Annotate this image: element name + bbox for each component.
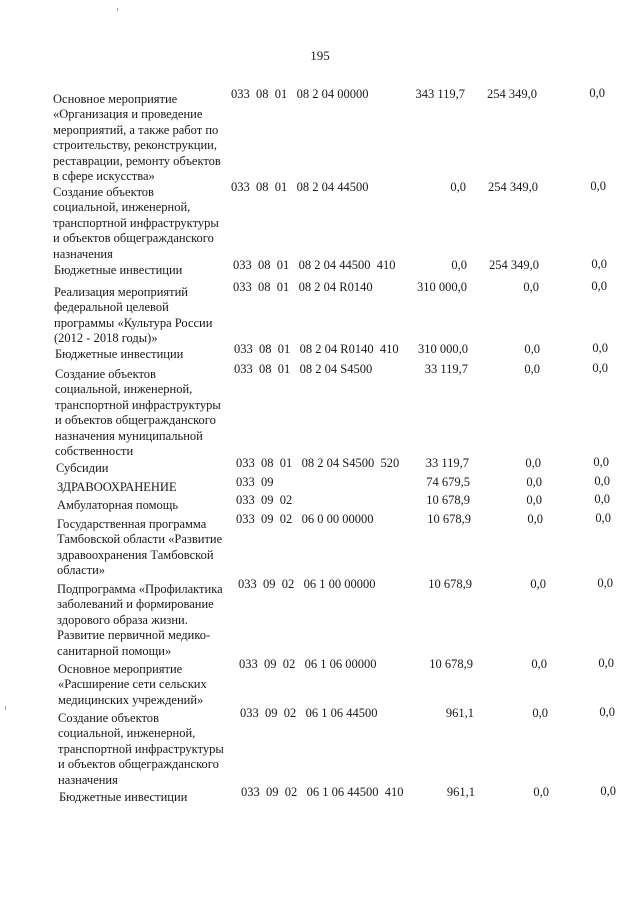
amount-1: 0,0 bbox=[451, 258, 467, 272]
amount-2: 0,0 bbox=[525, 456, 541, 470]
amount-3: 0,0 bbox=[591, 279, 607, 293]
amount-1: 310 000,0 bbox=[417, 280, 467, 294]
budget-code: 033 09 02 06 1 06 44500 bbox=[240, 706, 378, 720]
amount-2: 254 349,0 bbox=[489, 258, 539, 272]
item-name: Основное мероприятие «Организация и проведение мероприятий, а также работ по строительству, реконструкции, реставрации, ремонту объектов в сфере искусства» bbox=[53, 92, 221, 184]
amount-2: 0,0 bbox=[523, 280, 539, 294]
amount-1: 10 678,9 bbox=[428, 577, 472, 591]
amount-3: 0,0 bbox=[592, 361, 608, 375]
item-name: Субсидии bbox=[56, 461, 109, 475]
amount-2: 254 349,0 bbox=[487, 87, 537, 101]
amount-1: 10 678,9 bbox=[427, 512, 471, 526]
amount-3: 0,0 bbox=[599, 705, 615, 719]
amount-3: 0,0 bbox=[591, 257, 607, 271]
amount-2: 0,0 bbox=[531, 657, 547, 671]
budget-code: 033 09 02 06 1 00 00000 bbox=[238, 577, 376, 591]
item-name: Реализация мероприятий федеральной целевой программы «Культура России (2012 - 2018 годы)» bbox=[54, 285, 213, 346]
amount-1: 33 119,7 bbox=[425, 456, 469, 470]
amount-1: 10 678,9 bbox=[429, 657, 473, 671]
item-name: Бюджетные инвестиции bbox=[55, 347, 184, 361]
amount-1: 10 678,9 bbox=[426, 493, 470, 507]
amount-2: 0,0 bbox=[532, 706, 548, 720]
amount-1: 310 000,0 bbox=[418, 342, 468, 356]
item-name: Подпрограмма «Профилактика заболеваний и формирование здорового образа жизни. Развитие первичной медико- санитарной помощи» bbox=[57, 582, 223, 658]
amount-2: 0,0 bbox=[524, 362, 540, 376]
item-name: Бюджетные инвестиции bbox=[59, 790, 188, 804]
amount-3: 0,0 bbox=[593, 455, 609, 469]
amount-2: 0,0 bbox=[533, 785, 549, 799]
budget-code: 033 09 bbox=[236, 475, 274, 489]
budget-code: 033 08 01 08 2 04 R0140 bbox=[233, 280, 373, 294]
amount-1: 961,1 bbox=[446, 785, 475, 799]
amount-2: 0,0 bbox=[530, 577, 546, 591]
amount-3: 0,0 bbox=[592, 341, 608, 355]
amount-3: 0,0 bbox=[589, 86, 605, 100]
amount-2: 0,0 bbox=[526, 493, 542, 507]
budget-code: 033 08 01 08 2 04 44500 410 bbox=[233, 258, 396, 272]
item-name: Создание объектов социальной, инженерной, транспортной инфраструктуры и объектов общегражданского назначения bbox=[58, 711, 224, 787]
amount-1: 33 119,7 bbox=[424, 362, 468, 376]
amount-1: 74 679,5 bbox=[426, 475, 470, 489]
amount-2: 0,0 bbox=[527, 512, 543, 526]
scan-speck bbox=[5, 706, 6, 710]
item-name: Создание объектов социальной, инженерной, транспортной инфраструктуры и объектов общегражданского назначения муниципальной собственности bbox=[55, 367, 221, 459]
budget-code: 033 08 01 08 2 04 R0140 410 bbox=[234, 342, 399, 356]
page-number: 195 bbox=[310, 48, 330, 63]
budget-code: 033 09 02 06 1 06 00000 bbox=[239, 657, 377, 671]
item-name: Бюджетные инвестиции bbox=[54, 263, 183, 277]
budget-code: 033 09 02 06 1 06 44500 410 bbox=[241, 785, 404, 799]
amount-3: 0,0 bbox=[590, 179, 606, 193]
amount-2: 254 349,0 bbox=[488, 180, 538, 194]
amount-3: 0,0 bbox=[600, 784, 616, 798]
item-name: Амбулаторная помощь bbox=[57, 498, 179, 512]
amount-3: 0,0 bbox=[594, 474, 610, 488]
budget-code: 033 08 01 08 2 04 00000 bbox=[231, 87, 369, 101]
item-name: Создание объектов социальной, инженерной, транспортной инфраструктуры и объектов общегражданского назначения bbox=[53, 185, 219, 261]
item-name: Основное мероприятие «Расширение сети сельских медицинских учреждений» bbox=[58, 662, 207, 707]
amount-2: 0,0 bbox=[524, 342, 540, 356]
amount-1: 961,1 bbox=[445, 706, 474, 720]
budget-code: 033 08 01 08 2 04 44500 bbox=[231, 180, 369, 194]
amount-1: 0,0 bbox=[450, 180, 466, 194]
budget-code: 033 08 01 08 2 04 S4500 bbox=[234, 362, 373, 376]
item-name: Государственная программа Тамбовской области «Развитие здравоохранения Тамбовской области» bbox=[57, 517, 223, 578]
amount-3: 0,0 bbox=[595, 511, 611, 525]
amount-2: 0,0 bbox=[526, 475, 542, 489]
amount-1: 343 119,7 bbox=[415, 87, 465, 101]
amount-3: 0,0 bbox=[594, 492, 610, 506]
amount-3: 0,0 bbox=[598, 656, 614, 670]
amount-3: 0,0 bbox=[597, 576, 613, 590]
budget-code: 033 09 02 bbox=[236, 493, 293, 507]
section-heading: ЗДРАВООХРАНЕНИЕ bbox=[57, 480, 177, 494]
budget-code: 033 09 02 06 0 00 00000 bbox=[236, 512, 374, 526]
budget-code: 033 08 01 08 2 04 S4500 520 bbox=[236, 456, 400, 470]
scan-speck bbox=[117, 8, 118, 11]
